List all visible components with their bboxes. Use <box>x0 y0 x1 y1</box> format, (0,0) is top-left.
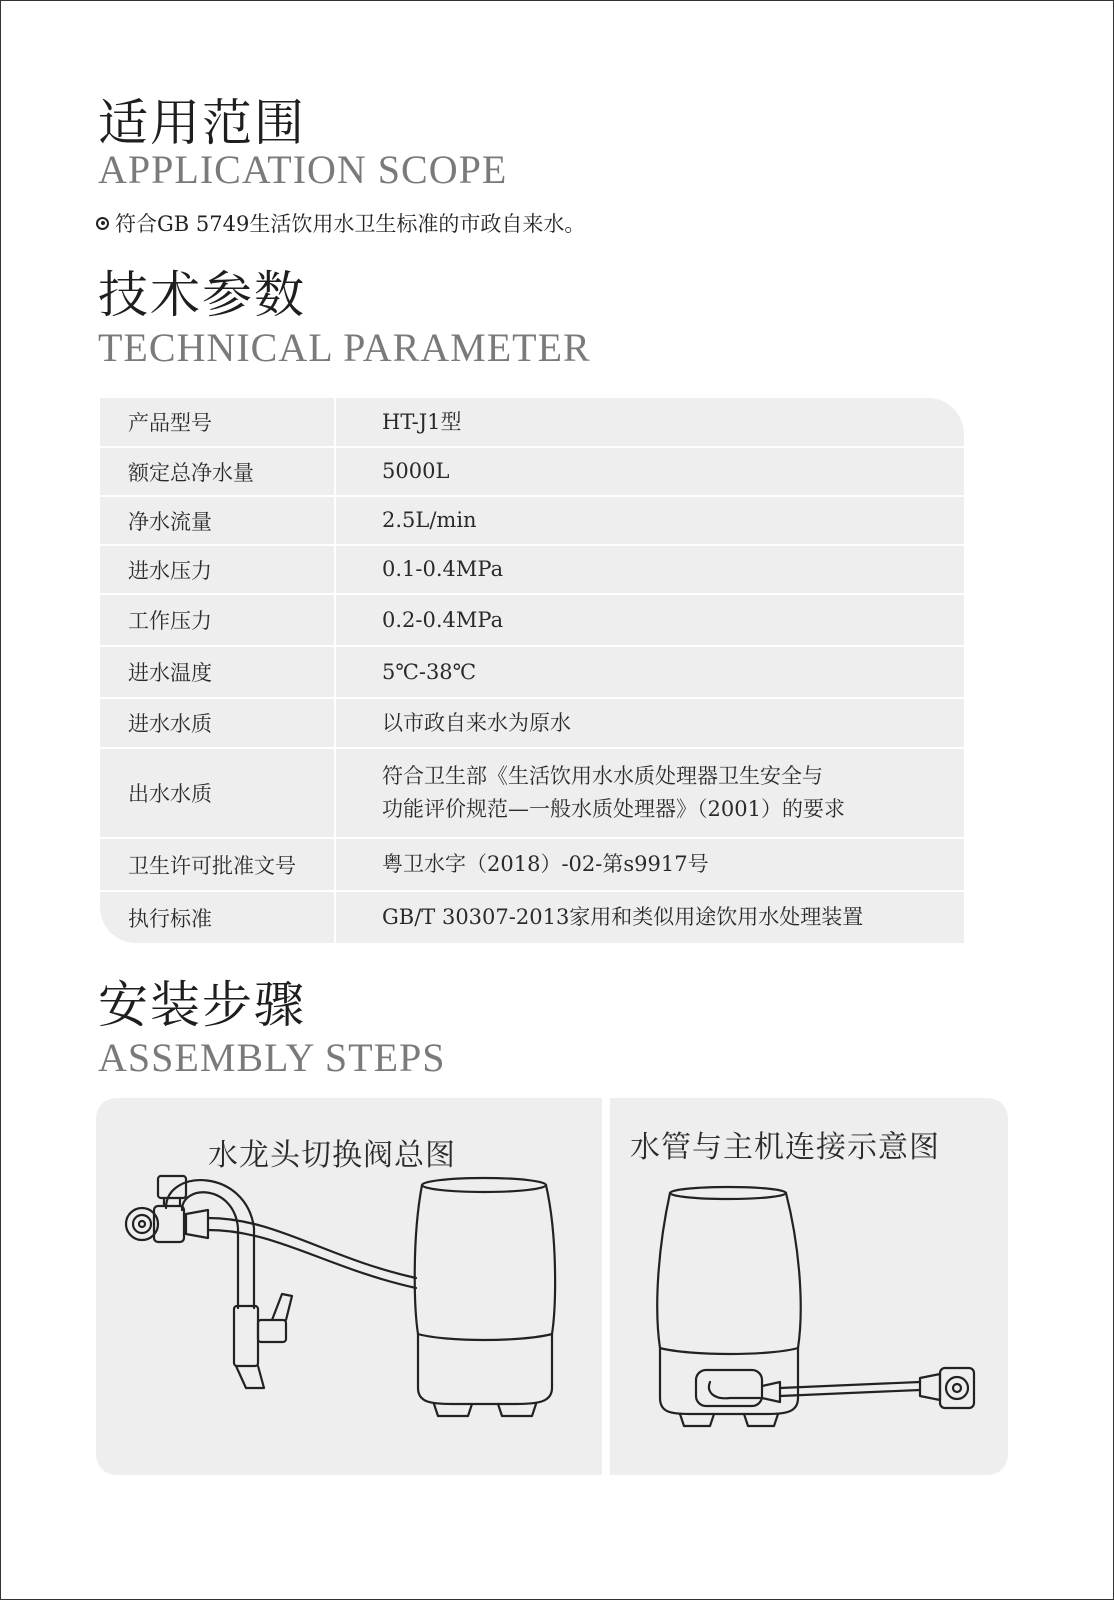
row-label: 执行标准 <box>100 892 336 943</box>
row-label: 出水水质 <box>100 749 336 837</box>
row-value: 5℃-38℃ <box>382 659 477 684</box>
row-value: 2.5L/min <box>382 508 477 533</box>
row-label: 工作压力 <box>100 595 336 645</box>
row-label: 产品型号 <box>100 398 336 446</box>
row-value: 以市政自来水为原水 <box>382 710 571 735</box>
table-row <box>100 398 964 448</box>
table-row <box>100 497 964 546</box>
row-value: 0.2-0.4MPa <box>382 607 504 632</box>
row-value: 符合卫生部《生活饮用水水质处理器卫生安全与 功能评价规范—一般水质处理器》（2001）的要求 <box>382 764 845 821</box>
row-value: GB/T 30307-2013家用和类似用途饮用水处理装置 <box>382 905 864 930</box>
tech-title-cn: 技术参数 <box>98 266 306 324</box>
tech-title-en: TECHNICAL PARAMETER <box>98 325 591 370</box>
row-label: 进水压力 <box>100 546 336 593</box>
spec-table <box>100 398 964 943</box>
row-value: HT-J1型 <box>382 409 462 434</box>
table-row <box>100 546 964 595</box>
table-row <box>100 839 964 892</box>
row-value: 0.1-0.4MPa <box>382 557 504 582</box>
scope-title-cn: 适用范围 <box>98 94 306 152</box>
table-row <box>100 448 964 497</box>
hose-connection-panel-title: 水管与主机连接示意图 <box>630 1130 940 1165</box>
row-value: 粤卫水字（2018）-02-第s9917号 <box>382 852 709 877</box>
table-row <box>100 647 964 699</box>
assembly-title-en: ASSEMBLY STEPS <box>98 1035 446 1080</box>
row-value: 5000L <box>382 459 450 484</box>
hose-connection-illustration <box>610 1098 1008 1475</box>
scope-bullet-text: 符合GB 5749生活饮用水卫生标准的市政自来水。 <box>115 212 586 236</box>
scope-title-en: APPLICATION SCOPE <box>98 147 508 192</box>
row-label: 进水水质 <box>100 699 336 747</box>
faucet-valve-panel <box>96 1098 602 1475</box>
hose-connection-panel <box>610 1098 1008 1475</box>
scope-bullet <box>96 208 585 238</box>
row-label: 卫生许可批准文号 <box>100 839 336 890</box>
table-row <box>100 595 964 647</box>
row-label: 额定总净水量 <box>100 448 336 495</box>
row-label: 进水温度 <box>100 647 336 697</box>
row-label: 净水流量 <box>100 497 336 544</box>
faucet-valve-illustration <box>96 1098 602 1475</box>
table-row <box>100 749 964 839</box>
circle-dot-icon <box>96 217 109 230</box>
faucet-valve-panel-title: 水龙头切换阀总图 <box>208 1138 456 1173</box>
assembly-title-cn: 安装步骤 <box>98 976 306 1034</box>
table-row <box>100 699 964 749</box>
table-row <box>100 892 964 943</box>
